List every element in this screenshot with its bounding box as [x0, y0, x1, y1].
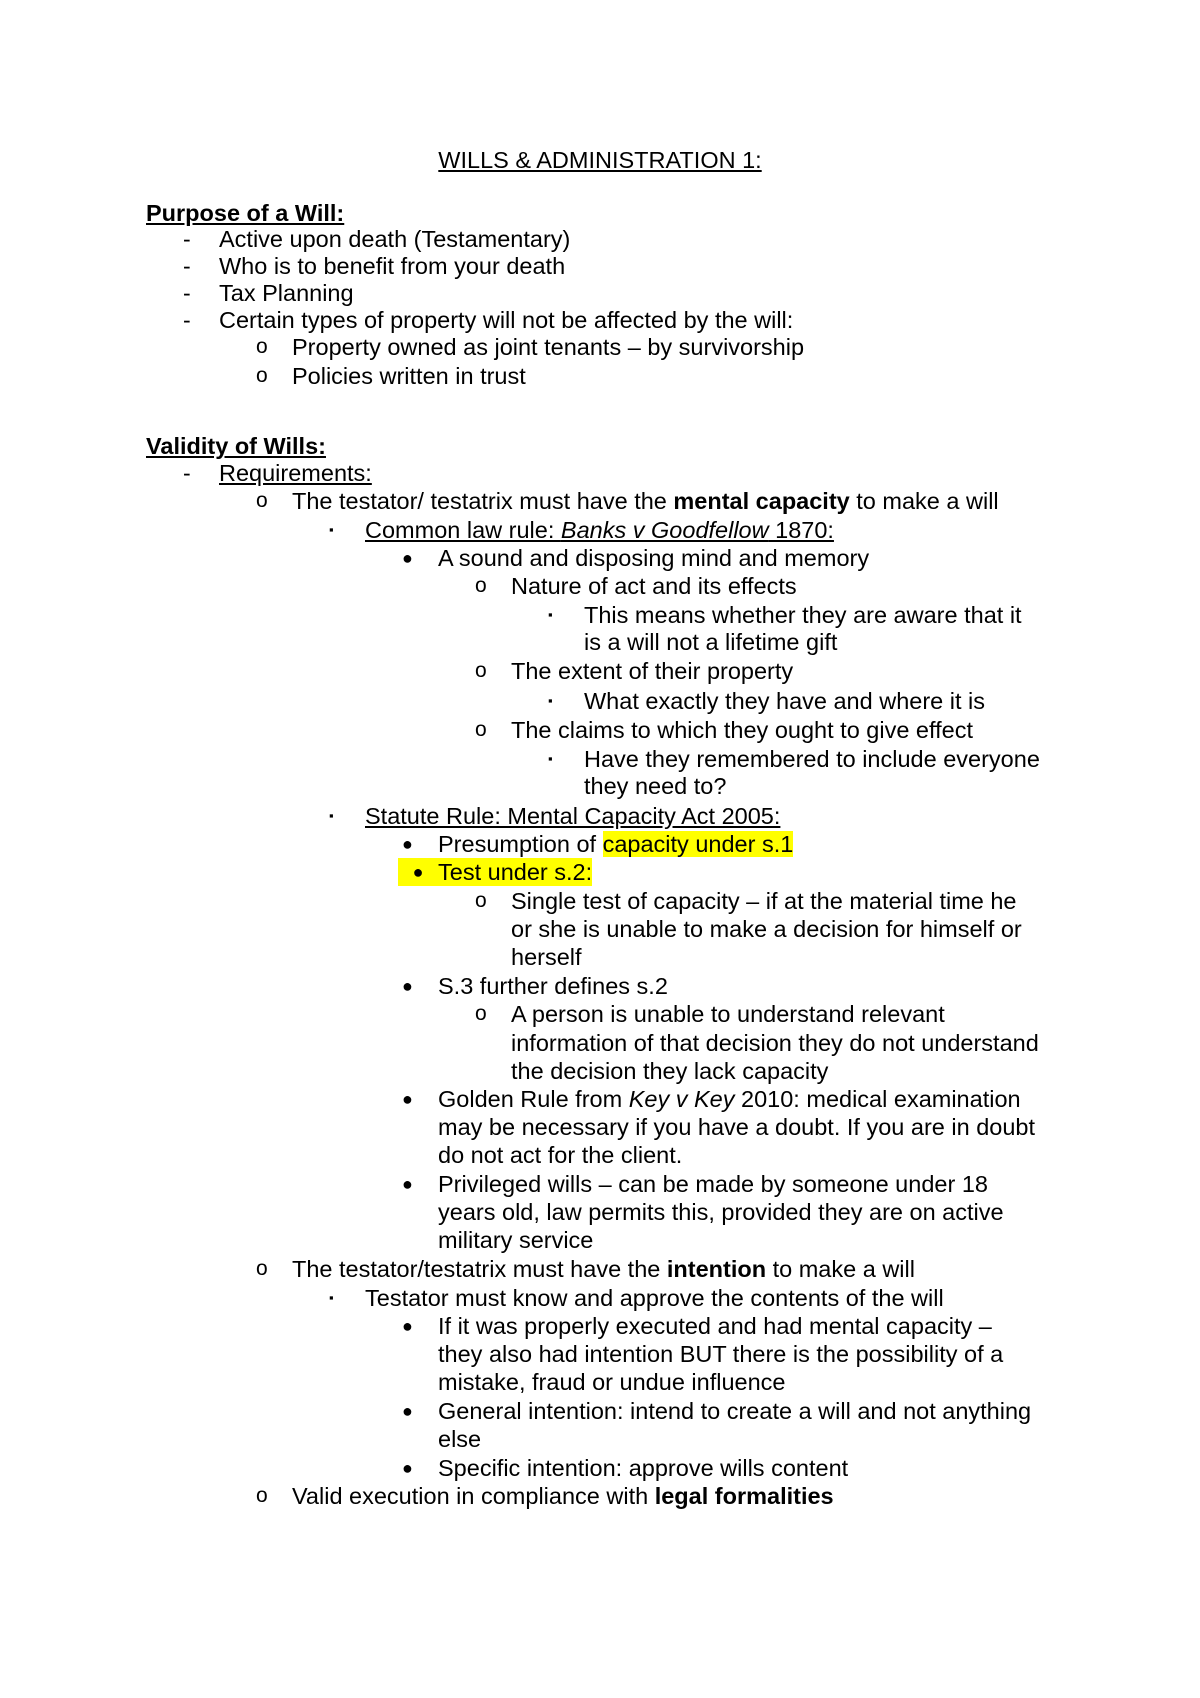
mental-capacity-item: The testator/ testatrix must have the mental capacity to make a will	[292, 488, 999, 514]
dash-marker: -	[183, 280, 191, 306]
dash-marker: -	[183, 460, 191, 486]
list-item: What exactly they have and where it is	[584, 688, 986, 714]
list-item: else	[438, 1426, 482, 1452]
list-item: years old, law permits this, provided they are on active	[438, 1199, 1004, 1225]
list-item: Single test of capacity – if at the material time he	[511, 888, 1017, 914]
test-s2-item: Test under s.2:	[438, 859, 593, 885]
list-item: they need to?	[584, 773, 727, 799]
list-item: If it was properly executed and had mental capacity –	[438, 1313, 992, 1339]
bullet-marker: ●	[402, 1174, 413, 1194]
list-item: do not act for the client.	[438, 1142, 683, 1168]
list-item: is a will not a lifetime gift	[584, 629, 838, 655]
golden-rule-item: Golden Rule from Key v Key 2010: medical examination	[438, 1086, 1021, 1112]
square-marker: ▪	[548, 607, 553, 622]
list-item: Have they remembered to include everyone	[584, 746, 1040, 772]
bullet-marker: ●	[402, 1089, 413, 1109]
list-item: A person is unable to understand relevant	[511, 1001, 945, 1027]
list-item: Active upon death (Testamentary)	[219, 226, 571, 252]
list-item: The extent of their property	[511, 658, 794, 684]
list-item: Specific intention: approve wills content	[438, 1455, 849, 1481]
list-item: the decision they lack capacity	[511, 1058, 829, 1084]
list-item: Privileged wills – can be made by someone under 18	[438, 1171, 988, 1197]
list-item: Certain types of property will not be affected by the will:	[219, 307, 794, 333]
circle-marker: o	[475, 659, 487, 682]
common-law-rule: Common law rule: Banks v Goodfellow 1870:	[365, 517, 834, 543]
purpose-heading: Purpose of a Will:	[146, 200, 345, 226]
list-item: The claims to which they ought to give effect	[511, 717, 973, 743]
bullet-marker: ●	[402, 976, 413, 996]
list-item: Testator must know and approve the contents of the will	[365, 1285, 944, 1311]
highlighted-text: capacity under s.1	[602, 831, 794, 857]
execution-item: Valid execution in compliance with legal formalities	[292, 1483, 834, 1509]
square-marker: ▪	[329, 522, 334, 537]
list-item: military service	[438, 1227, 594, 1253]
presumption-item: Presumption of capacity under s.1	[438, 831, 794, 857]
requirements-label: Requirements:	[219, 460, 372, 486]
bullet-marker: ●	[402, 548, 413, 568]
bullet-marker: ●	[402, 1458, 413, 1478]
list-item: General intention: intend to create a will and not anything	[438, 1398, 1032, 1424]
bullet-marker: ●	[402, 1316, 413, 1336]
list-item: information of that decision they do not understand	[511, 1030, 1039, 1056]
circle-marker: o	[256, 1257, 268, 1280]
dash-marker: -	[183, 307, 191, 333]
circle-marker: o	[256, 489, 268, 512]
list-item: Tax Planning	[219, 280, 354, 306]
bullet-marker: ●	[398, 858, 438, 886]
bullet-marker: ●	[402, 834, 413, 854]
square-marker: ▪	[548, 693, 553, 708]
list-item: herself	[511, 944, 582, 970]
list-item: or she is unable to make a decision for himself or	[511, 916, 1022, 942]
dash-marker: -	[183, 253, 191, 279]
list-item: mistake, fraud or undue influence	[438, 1369, 786, 1395]
square-marker: ▪	[548, 751, 553, 766]
bullet-marker: ●	[402, 1401, 413, 1421]
circle-marker: o	[256, 364, 268, 387]
square-marker: ▪	[329, 808, 334, 823]
list-item: may be necessary if you have a doubt. If you are in doubt	[438, 1114, 1036, 1140]
list-item: Who is to benefit from your death	[219, 253, 566, 279]
list-item: Policies written in trust	[292, 363, 526, 389]
validity-heading: Validity of Wills:	[146, 433, 326, 459]
list-item: S.3 further defines s.2	[438, 973, 668, 999]
circle-marker: o	[475, 889, 487, 912]
circle-marker: o	[475, 718, 487, 741]
circle-marker: o	[256, 335, 268, 358]
page-title: WILLS & ADMINISTRATION 1:	[438, 147, 762, 173]
circle-marker: o	[475, 574, 487, 597]
square-marker: ▪	[329, 1290, 334, 1305]
intention-item: The testator/testatrix must have the intention to make a will	[292, 1256, 915, 1282]
circle-marker: o	[256, 1484, 268, 1507]
list-item: Property owned as joint tenants – by survivorship	[292, 334, 805, 360]
statute-rule: Statute Rule: Mental Capacity Act 2005:	[365, 803, 781, 829]
circle-marker: o	[475, 1002, 487, 1025]
list-item: Nature of act and its effects	[511, 573, 797, 599]
list-item: A sound and disposing mind and memory	[438, 545, 870, 571]
list-item: they also had intention BUT there is the possibility of a	[438, 1341, 1004, 1367]
dash-marker: -	[183, 226, 191, 252]
list-item: This means whether they are aware that it	[584, 602, 1022, 628]
